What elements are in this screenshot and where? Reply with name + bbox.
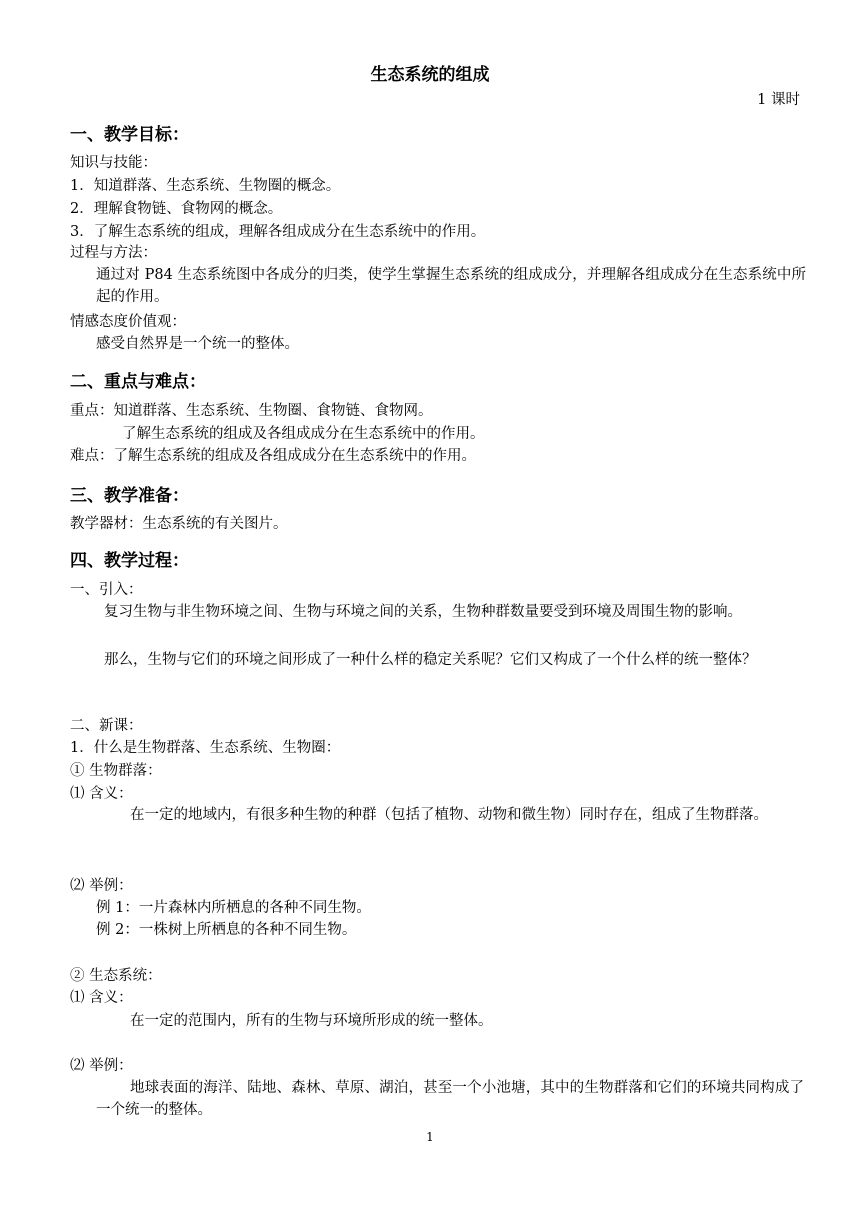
knowledge-item-3: 3．了解生态系统的组成，理解各组成成分在生态系统中的作用。 (70, 224, 486, 240)
ecosystem-example-label: ⑵ 举例： (70, 1058, 133, 1074)
section-heading-goals: 一、教学目标： (70, 125, 189, 145)
page-number: 1 (426, 1130, 434, 1144)
ecosystem-example: 地球表面的海洋、陆地、森林、草原、湖泊，甚至一个小池塘，其中的生物群落和它们的环境共同构成了一个统一的整体。 (96, 1080, 804, 1118)
class-hours: 1 课时 (757, 92, 800, 108)
community-title: ① 生物群落： (70, 763, 162, 779)
emotion-label: 情感态度价值观： (70, 314, 186, 330)
process-label: 过程与方法： (70, 245, 157, 261)
section-heading-process: 四、教学过程： (70, 551, 189, 571)
difficult-point: 难点：了解生态系统的组成及各组成成分在生态系统中的作用。 (70, 448, 476, 464)
intro-paragraph-2: 那么，生物与它们的环境之间形成了一种什么样的稳定关系呢？它们又构成了一个什么样的统一整体？ (104, 652, 757, 668)
process-text: 通过对 P84 生态系统图中各成分的归类，使学生掌握生态系统的组成成分，并理解各组成成分在生态系统中所起的作用。 (96, 267, 806, 305)
key-point-2: 了解生态系统的组成及各组成成分在生态系统中的作用。 (122, 426, 485, 442)
document-title: 生态系统的组成 (370, 65, 490, 85)
ecosystem-definition-label: ⑴ 含义： (70, 990, 133, 1006)
intro-paragraph-1: 复习生物与非生物环境之间、生物与环境之间的关系，生物种群数量要受到环境及周围生物的影响。 (104, 604, 742, 620)
knowledge-label: 知识与技能： (70, 155, 157, 171)
ecosystem-title: ② 生态系统： (70, 968, 162, 984)
knowledge-item-1: 1．知道群落、生态系统、生物圈的概念。 (70, 178, 341, 194)
key-point-1: 重点：知道群落、生态系统、生物圈、食物链、食物网。 (70, 403, 433, 419)
section-heading-prep: 三、教学准备： (70, 486, 189, 506)
question-1: 1．什么是生物群落、生态系统、生物圈： (70, 740, 341, 756)
ecosystem-definition: 在一定的范围内，所有的生物与环境所形成的统一整体。 (130, 1013, 493, 1029)
community-definition: 在一定的地域内，有很多种生物的种群（包括了植物、动物和微生物）同时存在，组成了生物群落。 (130, 807, 768, 823)
community-definition-label: ⑴ 含义： (70, 786, 133, 802)
community-example-1: 例 1：一片森林内所栖息的各种不同生物。 (96, 900, 371, 916)
prep-text: 教学器材：生态系统的有关图片。 (70, 516, 288, 532)
intro-label: 一、引入： (70, 582, 143, 598)
community-example-2: 例 2：一株树上所栖息的各种不同生物。 (96, 922, 357, 938)
section-heading-key-points: 二、重点与难点： (70, 372, 206, 392)
new-lesson-label: 二、新课： (70, 718, 143, 734)
emotion-text: 感受自然界是一个统一的整体。 (96, 336, 299, 352)
knowledge-item-2: 2．理解食物链、食物网的概念。 (70, 201, 283, 217)
community-example-label: ⑵ 举例： (70, 878, 133, 894)
